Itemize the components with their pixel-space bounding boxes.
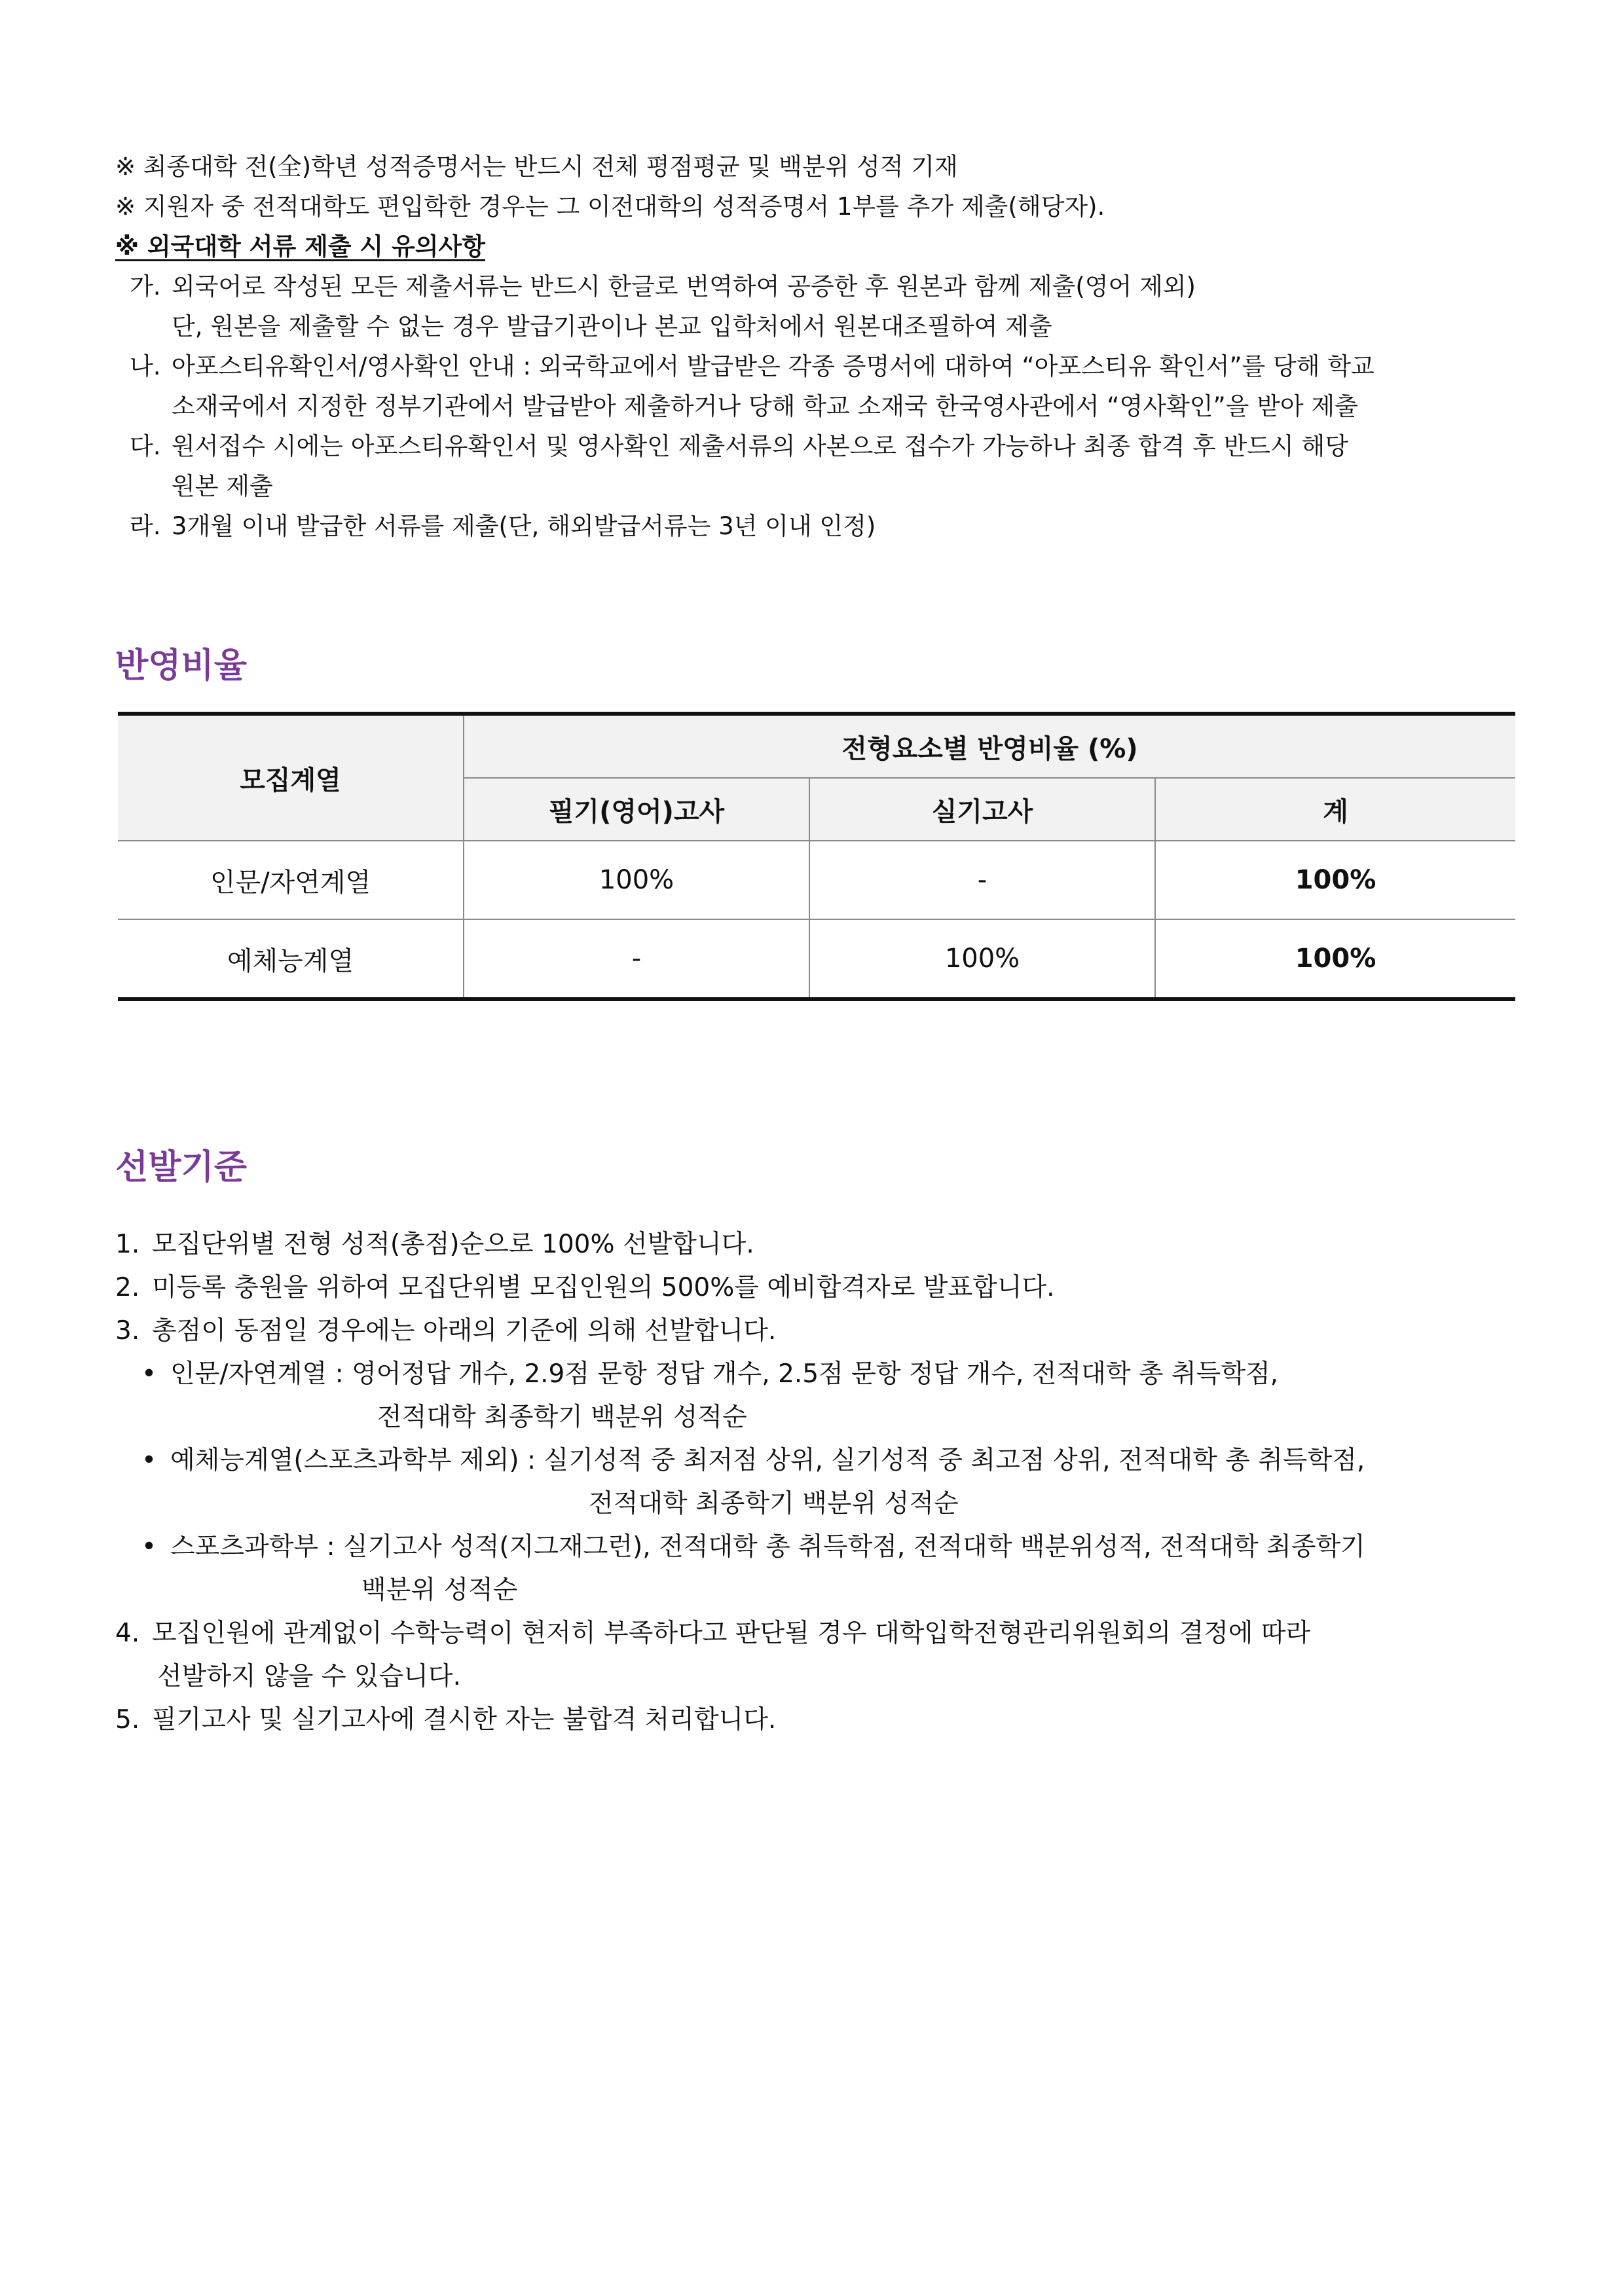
tiebreak-bullet-arts	[115, 1439, 1517, 1482]
criteria-item-1	[115, 1223, 1517, 1266]
cell-total: 100%	[1155, 841, 1515, 919]
criteria-list	[115, 1223, 1517, 1742]
item-continuation: 선발하지 않을 수 있습니다.	[157, 1662, 462, 1691]
item-text: 총점이 동점일 경우에는 아래의 기준에 의해 선발합니다.	[152, 1316, 777, 1346]
notes-heading: ※ 외국대학 서류 제출 시 유의사항	[115, 232, 486, 261]
tiebreak-bullet-sports	[115, 1526, 1517, 1569]
item-number: 2.	[115, 1273, 140, 1302]
criteria-item-4	[115, 1612, 1517, 1655]
bullet-text: 스포츠과학부 : 실기고사 성적(지그재그런), 전적대학 총 취득학점, 전적대학 백분위성적, 전적대학 최종학기	[170, 1532, 1365, 1562]
cell-total: 100%	[1155, 919, 1515, 999]
cell-practical: -	[809, 841, 1155, 919]
note-marker: 라.	[130, 512, 161, 540]
note-line-1: ※ 최종대학 전(全)학년 성적증명서는 반드시 전체 평점평균 및 백분위 성적 기재	[115, 153, 958, 181]
item-number: 5.	[115, 1705, 140, 1735]
cell-written: 100%	[464, 841, 809, 919]
table-row	[118, 919, 1515, 999]
item-number: 4.	[115, 1619, 140, 1648]
item-text: 모집단위별 전형 성적(총점)순으로 100% 선발합니다.	[152, 1230, 754, 1259]
bullet-continuation: 전적대학 최종학기 백분위 성적순	[589, 1489, 959, 1518]
bullet-icon: •	[141, 1532, 157, 1562]
note-item-ga	[115, 266, 1517, 306]
criteria-item-2	[115, 1266, 1517, 1310]
notes-block	[115, 147, 1517, 546]
note-text: 외국어로 작성된 모든 제출서류는 반드시 한글로 번역하여 공증한 후 원본과 함께 제출(영어 제외)	[172, 272, 1196, 301]
item-text: 미등록 충원을 위하여 모집단위별 모집인원의 500%를 예비합격자로 발표합니다.	[152, 1273, 1055, 1302]
col-header-group: 모집계열	[118, 714, 464, 841]
item-text: 필기고사 및 실기고사에 결시한 자는 불합격 처리합니다.	[152, 1705, 777, 1735]
criteria-item-5	[115, 1698, 1517, 1742]
cell-practical: 100%	[809, 919, 1155, 999]
col-header-total: 계	[1155, 778, 1515, 841]
cell-group: 예체능계열	[118, 919, 464, 999]
col-header-span: 전형요소별 반영비율 (%)	[464, 714, 1515, 778]
criteria-item-3	[115, 1310, 1517, 1353]
bullet-continuation: 백분위 성적순	[361, 1575, 518, 1605]
note-marker: 나.	[130, 352, 161, 380]
note-continuation: 원본 제출	[172, 472, 273, 500]
criteria-section-title: 선발기준	[115, 1148, 247, 1187]
tiebreak-bullet-humanities	[115, 1353, 1517, 1396]
bullet-text: 인문/자연계열 : 영어정답 개수, 2.9점 문항 정답 개수, 2.5점 문항 정답 개수, 전적대학 총 취득학점,	[170, 1359, 1279, 1389]
bullet-continuation: 전적대학 최종학기 백분위 성적순	[377, 1403, 747, 1432]
bullet-icon: •	[141, 1446, 157, 1475]
ratio-table	[118, 712, 1515, 1001]
note-item-ra	[115, 506, 1517, 546]
note-continuation: 소재국에서 지정한 정부기관에서 발급받아 제출하거나 당해 학교 소재국 한국영사관에서 “영사확인”을 받아 제출	[172, 392, 1358, 420]
note-continuation: 단, 원본을 제출할 수 없는 경우 발급기관이나 본교 입학처에서 원본대조필하여 제출	[172, 312, 1052, 340]
note-text: 아포스티유확인서/영사확인 안내 : 외국학교에서 발급받은 각종 증명서에 대하여 “아포스티유 확인서”를 당해 학교	[172, 352, 1375, 380]
note-text: 원서접수 시에는 아포스티유확인서 및 영사확인 제출서류의 사본으로 접수가 가능하나 최종 합격 후 반드시 해당	[172, 432, 1349, 460]
note-text: 3개월 이내 발급한 서류를 제출(단, 해외발급서류는 3년 이내 인정)	[172, 512, 876, 540]
note-line-2: ※ 지원자 중 전적대학도 편입학한 경우는 그 이전대학의 성적증명서 1부를 추가 제출(해당자).	[115, 193, 1105, 221]
item-text: 모집인원에 관계없이 수학능력이 현저히 부족하다고 판단될 경우 대학입학전형관리위원회의 결정에 따라	[152, 1619, 1311, 1648]
item-number: 3.	[115, 1316, 140, 1346]
bullet-text: 예체능계열(스포츠과학부 제외) : 실기성적 중 최저점 상위, 실기성적 중 최고점 상위, 전적대학 총 취득학점,	[170, 1446, 1365, 1475]
note-item-na	[115, 346, 1517, 386]
col-header-practical: 실기고사	[809, 778, 1155, 841]
note-item-da	[115, 426, 1517, 466]
note-marker: 다.	[130, 432, 161, 460]
cell-written: -	[464, 919, 809, 999]
col-header-written: 필기(영어)고사	[464, 778, 809, 841]
bullet-icon: •	[141, 1359, 157, 1389]
ratio-section-title: 반영비율	[115, 646, 247, 686]
item-number: 1.	[115, 1230, 140, 1259]
cell-group: 인문/자연계열	[118, 841, 464, 919]
note-marker: 가.	[130, 272, 161, 301]
table-row	[118, 841, 1515, 919]
